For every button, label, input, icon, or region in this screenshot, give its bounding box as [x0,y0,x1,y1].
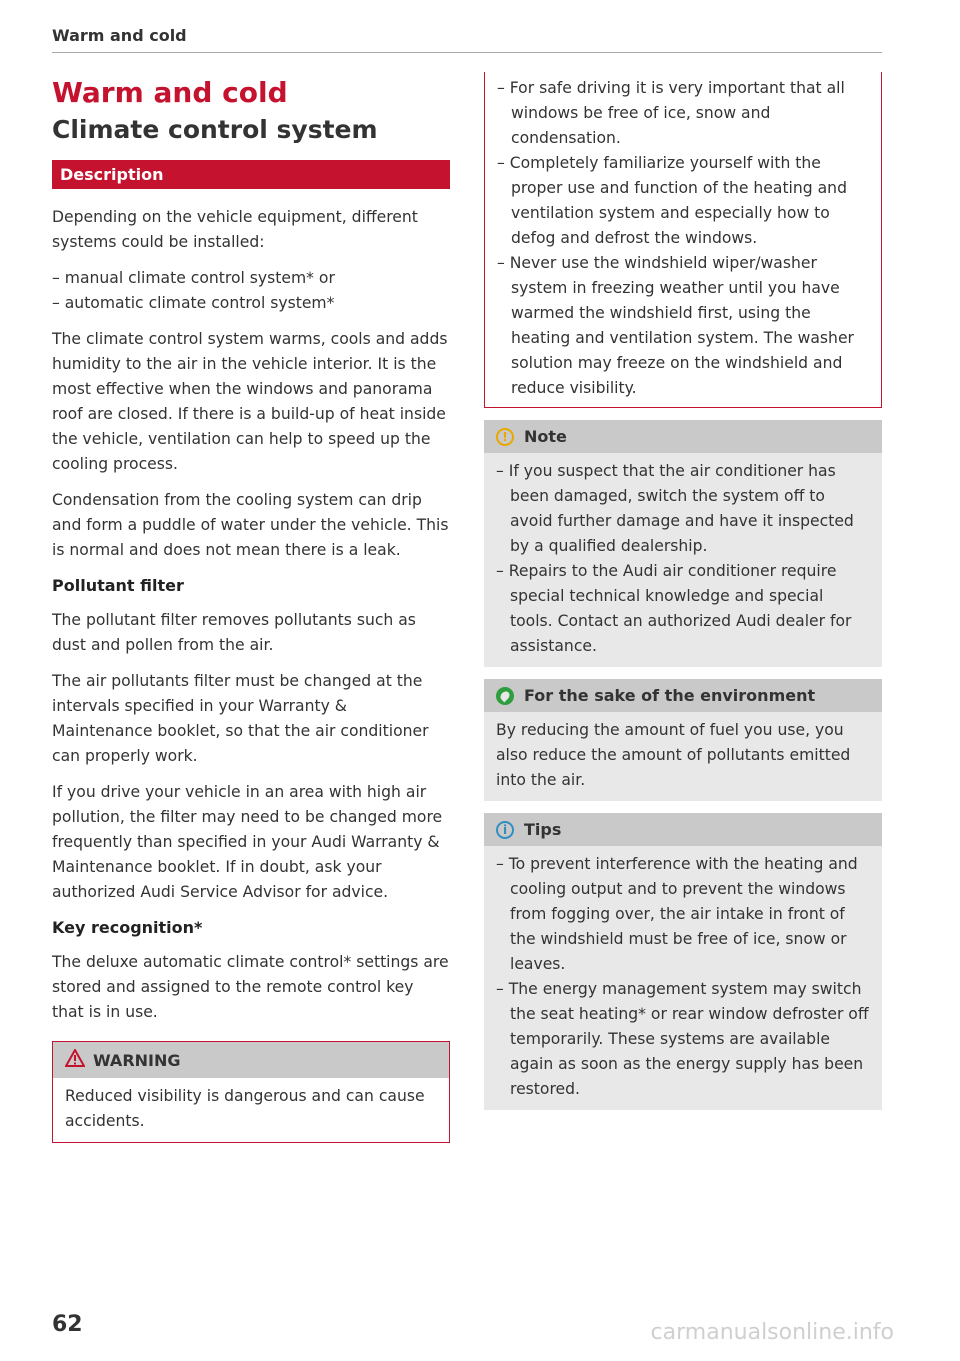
note-header [484,420,882,453]
description-band: Description [52,160,450,189]
environment-text: By reducing the amount of fuel you use, you also reduce the amount of pollutants emitted into the air. [496,721,851,789]
tips-item: – The energy management system may switch the seat heating* or rear window defroster off temporarily. These systems are available again as soon as the energy supply has been restored. [496,980,869,1098]
leaf-icon [496,687,514,705]
list-item: – automatic climate control system* [52,294,335,312]
list-item: – manual climate control system* or [52,269,335,287]
systems-list [52,266,450,316]
note-title: Note [524,427,567,446]
tips-body [484,846,882,1110]
note-item: – Repairs to the Audi air conditioner require special technical knowledge and special tools. Contact an authorized Audi dealer for assistance. [496,562,852,655]
note-box [484,420,882,667]
paragraph: The climate control system warms, cools and adds humidity to the air in the vehicle interior. It is the most effective when the windows and panorama roof are closed. If there is a build-up of heat inside the vehicle, ventilation can help to speed up the cooling process. [52,330,448,473]
paragraph: Depending on the vehicle equipment, different systems could be installed: [52,208,418,251]
running-head: Warm and cold [52,26,187,45]
watermark: carmanualsonline.info [650,1320,894,1345]
warning-header [53,1042,449,1078]
warning-item: – For safe driving it is very important that all windows be free of ice, snow and condensation. [497,79,845,147]
environment-title: For the sake of the environment [524,686,816,705]
warning-box [52,1041,450,1143]
paragraph: The air pollutants filter must be changed at the intervals specified in your Warranty & Maintenance booklet, so that the air conditioner can properly work. [52,672,429,765]
warning-continuation [484,72,882,408]
tips-title: Tips [524,820,562,839]
header-rule [52,52,882,53]
warning-body [53,1078,449,1142]
paragraph: Condensation from the cooling system can drip and form a puddle of water under the vehicle. This is normal and does not mean there is a leak. [52,491,449,559]
left-column [52,72,450,1143]
note-item: – If you suspect that the air conditioner has been damaged, switch the system off to avoid further damage and have it inspected by a qualified dealership. [496,462,854,555]
warning-text: Reduced visibility is dangerous and can cause accidents. [65,1087,425,1130]
exclamation-icon: ! [496,428,514,446]
environment-header [484,679,882,712]
environment-box [484,679,882,801]
warning-triangle-icon [65,1049,85,1071]
tips-item: – To prevent interference with the heating and cooling output and to prevent the windows from fogging over, the air intake in front of the windshield must be free of ice, snow or leaves. [496,855,858,973]
paragraph: The pollutant filter removes pollutants such as dust and pollen from the air. [52,611,416,654]
paragraph: If you drive your vehicle in an area with high air pollution, the filter may need to be changed more frequently than specified in your Audi Warranty & Maintenance booklet. If in doubt, ask your authorized Audi Service Advisor for advice. [52,783,443,901]
warning-item: – Completely familiarize yourself with the proper use and function of the heating and ventilation system and especially how to defog and defrost the windows. [497,154,847,247]
page-number: 62 [52,1312,83,1337]
right-column [484,72,882,1122]
info-icon: i [496,821,514,839]
paragraph: The deluxe automatic climate control* settings are stored and assigned to the remote control key that is in use. [52,953,449,1021]
key-recognition-heading: Key recognition* [52,918,203,937]
pollutant-filter-heading: Pollutant filter [52,576,184,595]
warning-title: WARNING [93,1050,181,1070]
note-body [484,453,882,667]
tips-header [484,813,882,846]
page-title: Climate control system [52,115,378,144]
section-title: Warm and cold [52,76,288,109]
environment-body [484,712,882,801]
warning-item: – Never use the windshield wiper/washer system in freezing weather until you have warmed the windshield first, using the heating and ventilation system. The washer solution may freeze on the windshield and reduce visibility. [497,254,854,397]
tips-box [484,813,882,1110]
